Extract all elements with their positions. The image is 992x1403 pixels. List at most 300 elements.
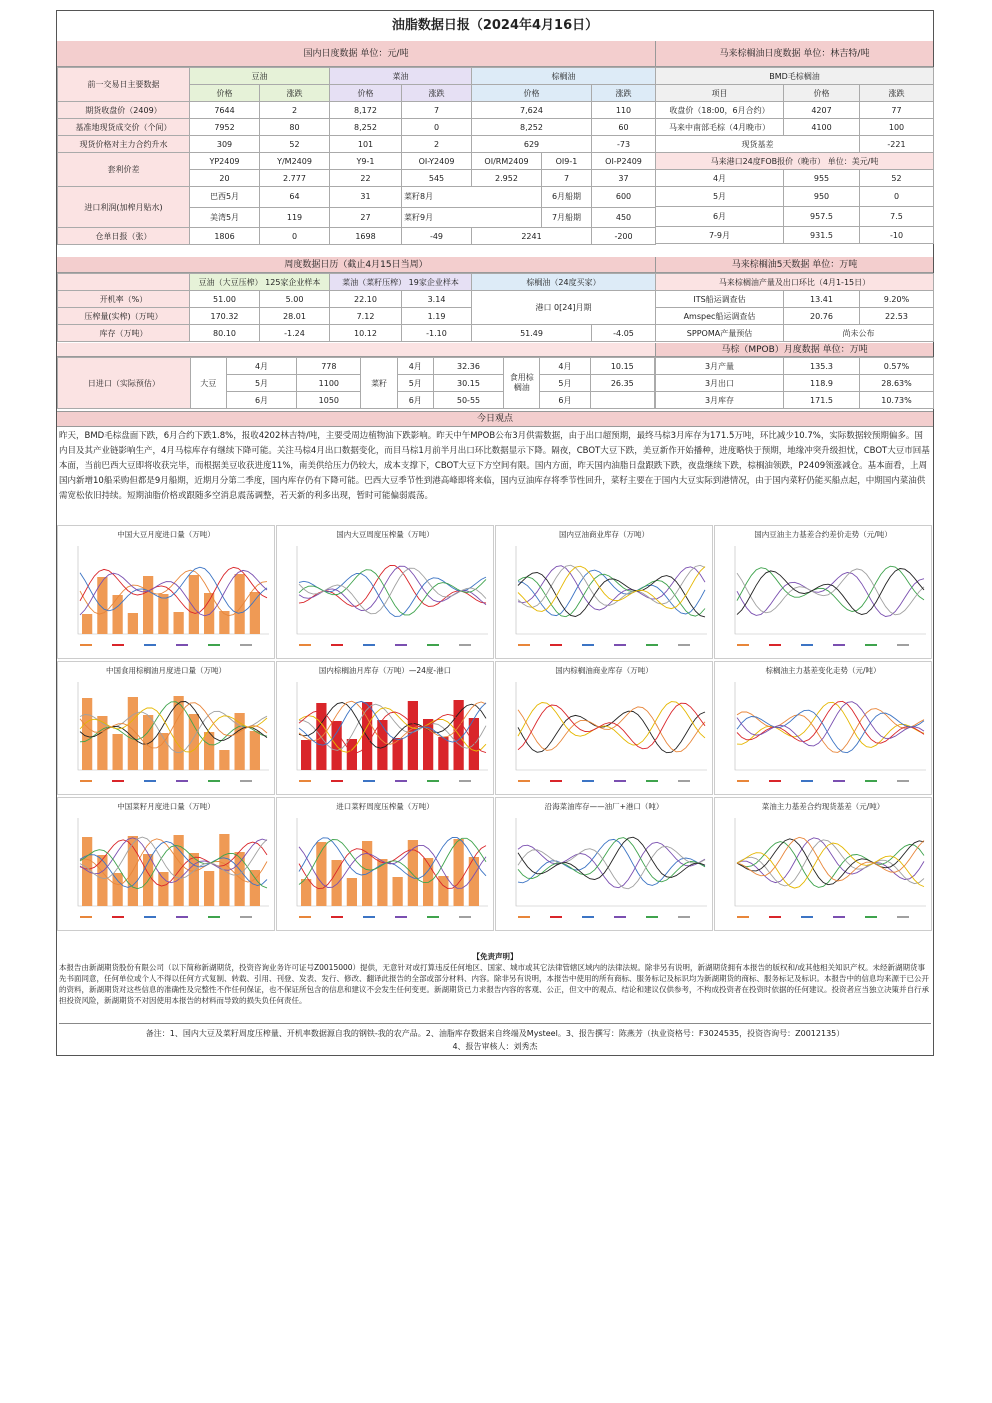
disclaimer-title: 【免责声明】 bbox=[472, 952, 518, 961]
chart-series-line bbox=[737, 566, 924, 611]
weekly-cell: 1.19 bbox=[402, 308, 472, 325]
chart-legend-swatch bbox=[395, 916, 407, 918]
fob-price: 955 bbox=[784, 170, 860, 187]
chart-legend-swatch bbox=[801, 916, 813, 918]
chart-legend-swatch bbox=[459, 644, 471, 646]
chart-bar bbox=[301, 879, 311, 906]
product-soy: 豆油 bbox=[190, 68, 330, 85]
chart-c8 bbox=[714, 661, 932, 795]
import-cell: 菜籽8月 bbox=[402, 187, 542, 208]
weekly-cell: 10.12 bbox=[330, 325, 402, 342]
warehouse-cell: 0 bbox=[260, 228, 330, 245]
chart-bar bbox=[250, 592, 260, 634]
chart-legend-swatch bbox=[678, 780, 690, 782]
chart-bar bbox=[235, 713, 245, 770]
row-label: 期货收盘价（2409） bbox=[58, 102, 190, 119]
footnote-1: 备注：1、国内大豆及菜籽周度压榨量、开机率数据源自我的钢铁-我的农产品。2、油脂库存数据来自终端及Mysteel。3、报告撰写：陈燕芳（执业资格号：F3024535，投资咨询号：Z0012135） bbox=[145, 1029, 845, 1038]
ship-survey: SPPOMA产量预估 bbox=[656, 325, 784, 342]
weekly-cell: 51.00 bbox=[190, 291, 260, 308]
bmd-col: 项目 bbox=[656, 85, 784, 102]
chart-legend-swatch bbox=[833, 644, 845, 646]
cell: 7,624 bbox=[472, 102, 592, 119]
malaysia-5day-table bbox=[655, 273, 934, 342]
cell: 110 bbox=[592, 102, 656, 119]
chart-bar bbox=[347, 739, 357, 770]
bmd-basis-label: 现货基差 bbox=[656, 136, 860, 153]
chart-bar bbox=[113, 734, 123, 770]
chart-bar bbox=[377, 720, 387, 770]
chart-legend-swatch bbox=[144, 780, 156, 782]
col-change: 涨跌 bbox=[402, 85, 472, 102]
col-price: 价格 bbox=[472, 85, 592, 102]
chart-legend-swatch bbox=[678, 644, 690, 646]
chart-series-line bbox=[518, 842, 705, 887]
import-label: 进口利润(加榨月贴水) bbox=[58, 187, 190, 228]
chart-bar bbox=[393, 877, 403, 906]
chart-title: 国内豆油主力基差合约差价走势（元/吨） bbox=[754, 530, 892, 539]
cell: 8,252 bbox=[330, 119, 402, 136]
fob-month: 6月 bbox=[656, 207, 784, 227]
spread-val: 22 bbox=[330, 170, 402, 187]
chart-legend-swatch bbox=[737, 916, 749, 918]
chart-legend-swatch bbox=[80, 780, 92, 782]
import-cell: 7月船期 bbox=[542, 207, 592, 228]
chart-title: 中国菜籽月度进口量（万吨） bbox=[117, 802, 215, 811]
chart-c1 bbox=[57, 525, 275, 659]
chart-legend-swatch bbox=[833, 916, 845, 918]
import-cell: 27 bbox=[330, 207, 402, 228]
chart-legend-swatch bbox=[833, 780, 845, 782]
chart-legend-swatch bbox=[427, 780, 439, 782]
weekly-table bbox=[57, 273, 656, 342]
fob-month: 5月 bbox=[656, 187, 784, 207]
mpob-item: 3月库存 bbox=[656, 392, 784, 409]
chart-bar bbox=[158, 594, 168, 634]
weekly-cell: 5.00 bbox=[260, 291, 330, 308]
import-cell: 600 bbox=[592, 187, 656, 208]
spread-label: 套利价差 bbox=[58, 153, 190, 187]
chart-plot bbox=[498, 542, 711, 656]
chart-bar bbox=[113, 595, 123, 634]
chart-plot bbox=[60, 542, 273, 656]
chart-series-line bbox=[737, 839, 924, 885]
chart-axis bbox=[735, 546, 926, 634]
chart-legend-swatch bbox=[897, 644, 909, 646]
warehouse-cell: 1698 bbox=[330, 228, 402, 245]
col-price: 价格 bbox=[330, 85, 402, 102]
malaysia-header: 马来棕榈油日度数据 单位：林吉特/吨 bbox=[655, 41, 933, 67]
weekly-palm-sub: 棕榈油（24度买家） bbox=[472, 274, 656, 291]
chart-legend-swatch bbox=[299, 916, 311, 918]
chart-bar bbox=[158, 872, 168, 906]
bmd-price: 4207 bbox=[784, 102, 860, 119]
arrival-month: 6月 bbox=[397, 392, 433, 409]
cell: 7 bbox=[402, 102, 472, 119]
chart-c4 bbox=[714, 525, 932, 659]
arrival-spacer bbox=[57, 343, 655, 357]
cell: -73 bbox=[592, 136, 656, 153]
chart-plot bbox=[498, 814, 711, 928]
chart-c12 bbox=[714, 797, 932, 931]
chart-plot bbox=[279, 678, 492, 792]
chart-c7 bbox=[495, 661, 713, 795]
import-cell: 31 bbox=[330, 187, 402, 208]
chart-legend-swatch bbox=[865, 780, 877, 782]
chart-series-line bbox=[518, 566, 705, 610]
chart-plot bbox=[717, 814, 930, 928]
chart-legend-swatch bbox=[678, 916, 690, 918]
spread-head: Y9-1 bbox=[330, 153, 402, 170]
chart-series-line bbox=[737, 573, 924, 617]
chart-c9 bbox=[57, 797, 275, 931]
chart-title: 菜油主力基差合约现货基差（元/吨） bbox=[761, 802, 885, 811]
footnotes bbox=[59, 1023, 931, 1053]
weekly-cell: 170.32 bbox=[190, 308, 260, 325]
product-rape: 菜油 bbox=[330, 68, 472, 85]
chart-legend-swatch bbox=[582, 644, 594, 646]
chart-legend-swatch bbox=[112, 916, 124, 918]
chart-legend-swatch bbox=[769, 644, 781, 646]
disclaimer bbox=[59, 951, 931, 1006]
chart-legend-swatch bbox=[208, 644, 220, 646]
arrival-month: 5月 bbox=[226, 375, 296, 392]
spread-val: 37 bbox=[592, 170, 656, 187]
cell: 8,252 bbox=[472, 119, 592, 136]
chart-title: 进口菜籽周度压榨量（万吨） bbox=[336, 802, 434, 811]
weekly-cell: 51.49 bbox=[472, 325, 592, 342]
fob-change: 0 bbox=[860, 187, 934, 207]
arrival-soy: 大豆 bbox=[190, 358, 226, 409]
view-title: 今日观点 bbox=[57, 411, 933, 427]
chart-legend-swatch bbox=[240, 916, 252, 918]
arrival-month: 6月 bbox=[540, 392, 590, 409]
cell: 309 bbox=[190, 136, 260, 153]
arrival-month: 4月 bbox=[540, 358, 590, 375]
chart-legend-swatch bbox=[769, 780, 781, 782]
chart-legend-swatch bbox=[646, 780, 658, 782]
disclaimer-text: 本报告由新湖期货股份有限公司（以下简称新湖期货，投资咨询业务许可证号Z0015000）提供，无意针对或打算违反任何地区、国家、城市或其它法律管辖区域内的法律法规。除非另有说明，新湖期货拥有本报告的版权和/或其他相关知识产权。未经新湖期货事先书面同意，任何单位或个人不得以任何方式复制、转载、引用、刊登、发表、发行、修改、翻译此报告的全部或部分材料、内容。除非另有说明，本报告中使用的所有商标、服务标记及标识均为新湖期货的商标、服务标记及标识。本报告中的信息均来源于已公开的资料，新湖期货对这些信息的准确性及完整性不作任何保证，也不保证所包含的信息和建议不会发生任何变更。新湖期货已力求报告内容的客观、公正，但文中的观点、结论和建议仅供参考，不构成投资者在投资时依据的任何建议。投资者应当独立决策并自行承担投资风险，新湖期货不对因使用本报告的材料而导致的损失负任何责任。 bbox=[59, 963, 929, 1005]
chart-plot bbox=[498, 678, 711, 792]
arrival-month: 4月 bbox=[226, 358, 296, 375]
chart-legend-swatch bbox=[299, 644, 311, 646]
mpob-change: 10.73% bbox=[860, 392, 934, 409]
import-cell: 美湾5月 bbox=[190, 207, 260, 228]
arrival-value: 26.35 bbox=[590, 375, 654, 392]
chart-legend-swatch bbox=[427, 916, 439, 918]
fob-head: 马来港口24度FOB报价（晚市） 单位：美元/吨 bbox=[656, 153, 934, 170]
chart-title: 中国食用棕榈油月度进口量（万吨） bbox=[106, 666, 226, 675]
weekly-row-label: 压榨量(实榨)（万吨） bbox=[58, 308, 190, 325]
report-title: 油脂数据日报（2024年4月16日） bbox=[57, 11, 933, 42]
mpob-item: 3月出口 bbox=[656, 375, 784, 392]
fob-price: 950 bbox=[784, 187, 860, 207]
chart-legend-swatch bbox=[363, 916, 375, 918]
product-palm: 棕榈油 bbox=[472, 68, 656, 85]
spread-head: YP2409 bbox=[190, 153, 260, 170]
cell: 7644 bbox=[190, 102, 260, 119]
chart-legend-swatch bbox=[737, 780, 749, 782]
weekly-cell: 80.10 bbox=[190, 325, 260, 342]
chart-series-line bbox=[737, 842, 924, 888]
chart-bar bbox=[438, 876, 448, 906]
weekly-row-label: 开机率（%） bbox=[58, 291, 190, 308]
chart-bar bbox=[454, 839, 464, 906]
bmd-price: 4100 bbox=[784, 119, 860, 136]
chart-legend-swatch bbox=[518, 780, 530, 782]
spread-val: 2.777 bbox=[260, 170, 330, 187]
chart-c3 bbox=[495, 525, 713, 659]
chart-plot bbox=[717, 542, 930, 656]
chart-legend-swatch bbox=[331, 780, 343, 782]
spread-val: 20 bbox=[190, 170, 260, 187]
chart-c6 bbox=[276, 661, 494, 795]
cell: 52 bbox=[260, 136, 330, 153]
chart-bar bbox=[301, 740, 311, 770]
chart-legend-swatch bbox=[646, 916, 658, 918]
chart-c11 bbox=[495, 797, 713, 931]
weekly-header: 周度数据日历（截止4月15日当周） bbox=[57, 257, 655, 273]
chart-bar bbox=[97, 855, 107, 906]
chart-title: 棕榈油主力基差变化走势（元/吨） bbox=[765, 666, 881, 675]
fob-change: 7.5 bbox=[860, 207, 934, 227]
fob-change: -10 bbox=[860, 227, 934, 244]
chart-bar bbox=[347, 878, 357, 906]
chart-legend-swatch bbox=[176, 644, 188, 646]
cell: 0 bbox=[402, 119, 472, 136]
chart-bar bbox=[82, 614, 92, 634]
mpob-table bbox=[655, 357, 934, 409]
arrival-rape: 菜籽 bbox=[361, 358, 397, 409]
chart-legend-swatch bbox=[427, 644, 439, 646]
chart-legend-swatch bbox=[112, 644, 124, 646]
chart-legend-swatch bbox=[208, 780, 220, 782]
mpob-value: 135.3 bbox=[784, 358, 860, 375]
chart-legend-swatch bbox=[112, 780, 124, 782]
bmd-item: 收盘价（18:00，6月合约） bbox=[656, 102, 784, 119]
spread-val: 545 bbox=[402, 170, 472, 187]
chart-series-line bbox=[299, 566, 486, 610]
bmd-change: 100 bbox=[860, 119, 934, 136]
chart-c10 bbox=[276, 797, 494, 931]
chart-bar bbox=[332, 860, 342, 906]
ship-change: 22.53 bbox=[860, 308, 934, 325]
malaysia-daily-table bbox=[655, 67, 934, 244]
arrival-table bbox=[57, 357, 655, 409]
chart-legend-swatch bbox=[550, 916, 562, 918]
chart-legend-swatch bbox=[80, 644, 92, 646]
chart-legend-swatch bbox=[331, 644, 343, 646]
cell: 60 bbox=[592, 119, 656, 136]
warehouse-label: 仓单日报（张） bbox=[58, 228, 190, 245]
chart-legend-swatch bbox=[801, 644, 813, 646]
ship-survey: Amspec船运调查估 bbox=[656, 308, 784, 325]
view-text: 昨天，BMD毛棕盘面下跌，6月合约下跌1.8%，报收4202林吉特/吨，主要受周边植物油下跌影响。昨天中午MPOB公布3月供需数据，由于出口超预期，最终马棕3月库存为171.5万吨，环比减少10.7%，实际数据较预期偏多。国内目及其产业链影响生产，4月马棕库存有继续下降可能。关注马棕4月出口数据变化，而目马棕1月前半月出口环比数据显示下降。隔夜，CBOT大豆下跌，美豆新作开始播种，进度略快于预期，地缘冲突升级担忧，CBOT大豆市回基本面，当前巴西大豆即将收获完毕，而根据美豆收获进度11%，南美供给压力仍较大，成本支撑下，CBOT大豆下方空间有限。国内方面，昨天国内油脂日盘跟跌下跌，夜盘继续下跌，棕榈油领跌，P2409领涨减仓。基本面看，上周国内新增10船采购但都是9月船期，近期月分第二季度，国内库存仍有下降可能。巴西大豆季节性到港高峰即将来临，国内豆油库存将季节性回升，菜籽主要在于国内大豆实际到港情况，由于国内菜籽仍能买船点起，中期国内菜油供需宽松依旧持续。短期油脂价格或跟随多空消息震荡调整，若天新的利多出现，暂时可能偏弱震荡。 bbox=[59, 431, 930, 501]
spread-val: 2.952 bbox=[472, 170, 542, 187]
prev-day-label: 前一交易日主要数据 bbox=[58, 68, 190, 102]
fob-month: 4月 bbox=[656, 170, 784, 187]
palm-stock-note: 港口 0[24]月期 bbox=[472, 291, 656, 325]
chart-plot bbox=[279, 542, 492, 656]
arrival-label: 日进口（实际预估） bbox=[58, 358, 191, 409]
chart-legend-swatch bbox=[363, 780, 375, 782]
chart-legend-swatch bbox=[737, 644, 749, 646]
spread-head: OI-Y2409 bbox=[402, 153, 472, 170]
chart-legend-swatch bbox=[582, 916, 594, 918]
weekly-cell: -1.10 bbox=[402, 325, 472, 342]
chart-title: 国内棕榈油月库存（万吨）—24度-港口 bbox=[318, 666, 452, 675]
chart-c5 bbox=[57, 661, 275, 795]
warehouse-cell: 2241 bbox=[472, 228, 592, 245]
chart-series-line bbox=[518, 707, 705, 752]
cell: 7952 bbox=[190, 119, 260, 136]
chart-bar bbox=[408, 701, 418, 770]
arrival-value: 10.15 bbox=[590, 358, 654, 375]
chart-legend-swatch bbox=[240, 644, 252, 646]
warehouse-cell: -200 bbox=[592, 228, 656, 245]
bmd-item: 马来中南部毛棕（4月晚市） bbox=[656, 119, 784, 136]
chart-bar bbox=[97, 577, 107, 634]
warehouse-cell: 1806 bbox=[190, 228, 260, 245]
chart-series-line bbox=[518, 846, 705, 889]
weekly-cell: -1.24 bbox=[260, 325, 330, 342]
cell: 80 bbox=[260, 119, 330, 136]
warehouse-cell: -49 bbox=[402, 228, 472, 245]
cell: 8,172 bbox=[330, 102, 402, 119]
chart-series-line bbox=[518, 711, 705, 753]
cell: 101 bbox=[330, 136, 402, 153]
bmd-basis-value: -221 bbox=[860, 136, 934, 153]
chart-legend-swatch bbox=[865, 916, 877, 918]
chart-legend-swatch bbox=[646, 644, 658, 646]
chart-bar bbox=[235, 852, 245, 906]
chart-bar bbox=[128, 613, 138, 634]
mpob-value: 118.9 bbox=[784, 375, 860, 392]
chart-series-line bbox=[299, 574, 486, 617]
ship-change: 9.20% bbox=[860, 291, 934, 308]
col-change: 涨跌 bbox=[260, 85, 330, 102]
chart-legend-swatch bbox=[395, 644, 407, 646]
fob-price: 931.5 bbox=[784, 227, 860, 244]
chart-bar bbox=[219, 611, 229, 634]
mpob-change: 28.63% bbox=[860, 375, 934, 392]
chart-series-line bbox=[518, 565, 705, 607]
cell: 629 bbox=[472, 136, 592, 153]
chart-legend-swatch bbox=[582, 780, 594, 782]
chart-legend-swatch bbox=[769, 916, 781, 918]
chart-legend-swatch bbox=[80, 916, 92, 918]
import-cell: 450 bbox=[592, 207, 656, 228]
chart-bar bbox=[174, 612, 184, 634]
mpob-item: 3月产量 bbox=[656, 358, 784, 375]
spread-head: OI9-1 bbox=[542, 153, 592, 170]
weekly-right-header: 马来棕榈油5天数据 单位：万吨 bbox=[655, 257, 933, 273]
chart-title: 沿海菜油库存——油厂+港口（吨） bbox=[544, 802, 664, 811]
chart-plot bbox=[60, 814, 273, 928]
chart-plot bbox=[60, 678, 273, 792]
chart-legend-swatch bbox=[614, 916, 626, 918]
chart-bar bbox=[219, 750, 229, 770]
spread-head: OI-P2409 bbox=[592, 153, 656, 170]
chart-bar bbox=[113, 873, 123, 906]
chart-legend-swatch bbox=[550, 780, 562, 782]
spread-val: 7 bbox=[542, 170, 592, 187]
weekly-soy-sub: 豆油（大豆压榨） 125家企业样本 bbox=[190, 274, 330, 291]
spread-head: Y/M2409 bbox=[260, 153, 330, 170]
chart-bar bbox=[204, 871, 214, 906]
ship-value: 13.41 bbox=[784, 291, 860, 308]
chart-legend-swatch bbox=[614, 644, 626, 646]
chart-legend-swatch bbox=[208, 916, 220, 918]
weekly-cell: 7.12 bbox=[330, 308, 402, 325]
chart-legend-swatch bbox=[550, 644, 562, 646]
bmd-change: 77 bbox=[860, 102, 934, 119]
arrival-value: 50-55 bbox=[433, 392, 503, 409]
arrival-value: 1100 bbox=[297, 375, 361, 392]
chart-legend-swatch bbox=[614, 780, 626, 782]
chart-legend-swatch bbox=[897, 780, 909, 782]
mpob-value: 171.5 bbox=[784, 392, 860, 409]
chart-legend-swatch bbox=[176, 780, 188, 782]
domestic-header: 国内日度数据 单位：元/吨 bbox=[57, 41, 655, 67]
col-change: 涨跌 bbox=[592, 85, 656, 102]
chart-legend-swatch bbox=[897, 916, 909, 918]
arrival-month: 4月 bbox=[397, 358, 433, 375]
chart-legend-swatch bbox=[459, 780, 471, 782]
arrival-value: 1050 bbox=[297, 392, 361, 409]
chart-bar bbox=[189, 575, 199, 634]
col-price: 价格 bbox=[190, 85, 260, 102]
weekly-sub4: 马来棕榈油产量及出口环比（4月1-15日） bbox=[656, 274, 934, 291]
bmd-head: BMD毛棕榈油 bbox=[656, 68, 934, 85]
chart-bar bbox=[204, 593, 214, 634]
fob-price: 957.5 bbox=[784, 207, 860, 227]
chart-legend-swatch bbox=[299, 780, 311, 782]
footnote-2: 4、报告审核人：刘秀杰 bbox=[452, 1042, 538, 1051]
chart-series-line bbox=[518, 703, 705, 750]
chart-title: 中国大豆月度进口量（万吨） bbox=[117, 530, 215, 539]
chart-c2 bbox=[276, 525, 494, 659]
chart-legend-swatch bbox=[865, 644, 877, 646]
chart-title: 国内豆油商业库存（万吨） bbox=[559, 530, 649, 539]
weekly-corner bbox=[58, 274, 190, 291]
chart-legend-swatch bbox=[363, 644, 375, 646]
chart-plot bbox=[717, 678, 930, 792]
import-cell: 119 bbox=[260, 207, 330, 228]
chart-legend-swatch bbox=[144, 916, 156, 918]
chart-legend-swatch bbox=[518, 644, 530, 646]
chart-title: 国内大豆周度压榨量（万吨） bbox=[336, 530, 434, 539]
weekly-cell: -4.05 bbox=[592, 325, 656, 342]
chart-legend-swatch bbox=[331, 916, 343, 918]
chart-series-line bbox=[737, 569, 924, 615]
ship-value: 尚未公布 bbox=[784, 325, 934, 342]
weekly-row-label: 库存（万吨） bbox=[58, 325, 190, 342]
chart-legend-swatch bbox=[459, 916, 471, 918]
weekly-cell: 3.14 bbox=[402, 291, 472, 308]
chart-legend-swatch bbox=[144, 644, 156, 646]
arrival-value: 778 bbox=[297, 358, 361, 375]
cell: 2 bbox=[402, 136, 472, 153]
daily-report-sheet bbox=[56, 10, 934, 1056]
chart-bar bbox=[438, 737, 448, 770]
import-cell: 菜籽9月 bbox=[402, 207, 542, 228]
import-cell: 6月船期 bbox=[542, 187, 592, 208]
chart-bar bbox=[143, 576, 153, 634]
chart-axis bbox=[516, 682, 707, 770]
arrival-value: 32.36 bbox=[433, 358, 503, 375]
arrival-value: 30.15 bbox=[433, 375, 503, 392]
weekly-rape-sub: 菜油（菜籽压榨） 19家企业样本 bbox=[330, 274, 472, 291]
